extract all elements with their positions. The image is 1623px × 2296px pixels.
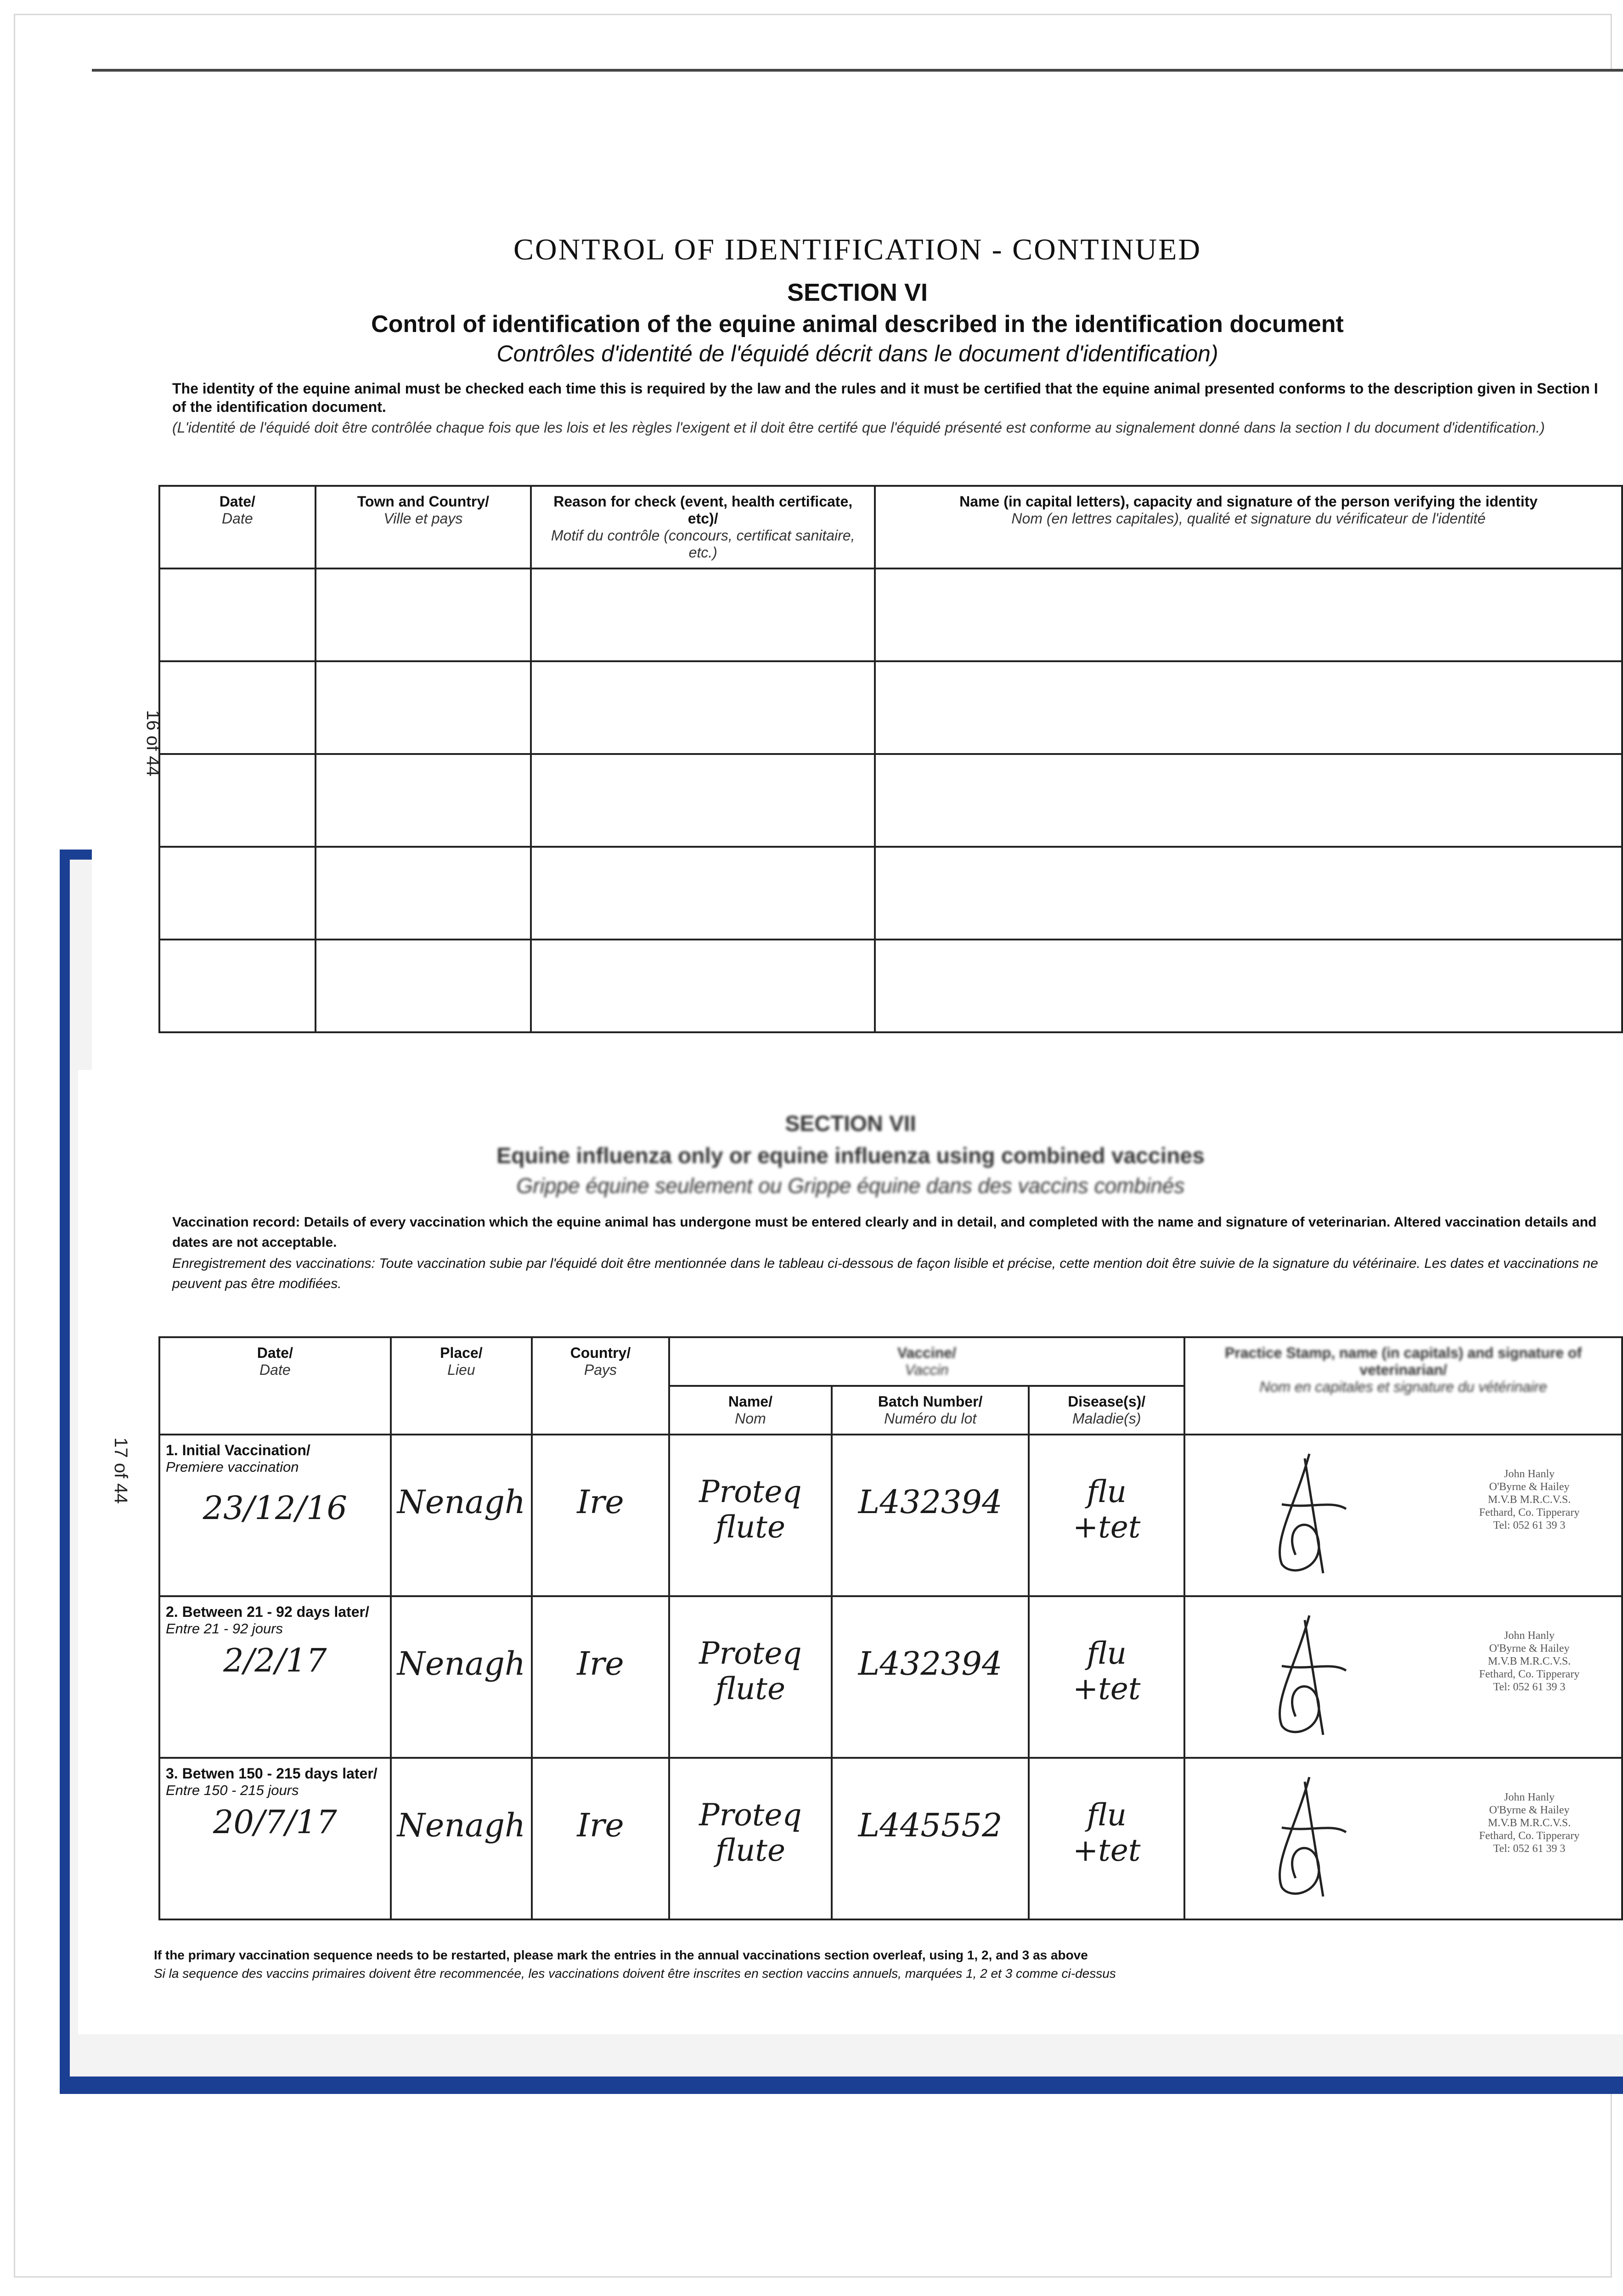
date-cell[interactable]: 3. Betwen 150 - 215 days later/ Entre 150 - 215 jours 20/7/17 xyxy=(159,1758,391,1919)
table-cell[interactable] xyxy=(875,661,1622,754)
table-cell[interactable] xyxy=(531,568,875,661)
intro-text-en: The identity of the equine animal must be checked each time this is required by the law and the rules and it must be certified that the equine animal presented conforms to the description given in Section I of the identification document. xyxy=(172,380,1598,415)
signature-drawing xyxy=(1254,1773,1374,1901)
table-cell[interactable] xyxy=(159,940,316,1032)
column-date: Date/ Date xyxy=(159,486,316,568)
page-16 xyxy=(92,69,1623,1109)
country-cell[interactable]: Ire xyxy=(532,1435,669,1596)
handwritten-date: 2/2/17 xyxy=(223,1642,327,1679)
column-disease: Disease(s)/ Maladie(s) xyxy=(1029,1386,1184,1435)
table-row xyxy=(159,1758,1622,1919)
table-cell[interactable] xyxy=(875,847,1622,940)
vaccine-name-cell[interactable]: Proteq flute xyxy=(669,1596,832,1758)
table-row xyxy=(159,754,1622,847)
table-cell[interactable] xyxy=(531,661,875,754)
table-cell[interactable] xyxy=(159,661,316,754)
table-cell[interactable] xyxy=(159,754,316,847)
section-heading: SECTION VI xyxy=(787,279,928,306)
table-row xyxy=(159,940,1622,1032)
column-vaccine-name: Name/ Nom xyxy=(669,1386,832,1435)
column-verifier: Name (in capital letters), capacity and signature of the person verifying the identity Nom (en lettres capitales), qualité et signature du vérificateur de l'identité xyxy=(875,486,1622,568)
date-cell[interactable]: 2. Between 21 - 92 days later/ Entre 21 - 92 jours 2/2/17 xyxy=(159,1596,391,1758)
disease-cell[interactable]: flu +tet xyxy=(1029,1596,1184,1758)
column-date: Date/ Date xyxy=(159,1337,391,1435)
column-batch-number: Batch Number/ Numéro du lot xyxy=(832,1386,1029,1435)
table-cell[interactable] xyxy=(875,754,1622,847)
table-cell[interactable] xyxy=(531,940,875,1032)
practice-stamp: John Hanly O'Byrne & Hailey M.V.B M.R.C.V.S. Fethard, Co. Tipperary Tel: 052 61 39 3 xyxy=(1479,1630,1580,1693)
table-row xyxy=(159,661,1622,754)
table-cell[interactable] xyxy=(875,568,1622,661)
intro-text-fr: (L'identité de l'équidé doit être contrôlée chaque fois que les lois et les règles l'exigent et il doit être certifé que l'équidé présenté est conforme au signalement donné dans la section I du document d'identification.) xyxy=(172,419,1545,436)
place-cell[interactable]: Nenagh xyxy=(391,1758,532,1919)
date-cell[interactable]: 1. Initial Vaccination/ Premiere vaccination 23/12/16 xyxy=(159,1435,391,1596)
table-cell[interactable] xyxy=(316,847,531,940)
page-title: CONTROL OF IDENTIFICATION - CONTINUED xyxy=(513,233,1202,266)
place-cell[interactable]: Nenagh xyxy=(391,1435,532,1596)
page-number-lower: 17 of 44 xyxy=(110,1437,131,1504)
vaccination-intro-fr: Enregistrement des vaccinations: Toute vaccination subie par l'équidé doit être mentionnée dans le tableau ci-dessous de façon lisible et précise, cette mention doit être suivie de la signature du vétérinaire. Les dates et vaccinations ne peuvent pas être modifiées. xyxy=(172,1256,1598,1291)
disease-cell[interactable]: flu +tet xyxy=(1029,1435,1184,1596)
batch-cell[interactable]: L445552 xyxy=(832,1758,1029,1919)
batch-cell[interactable]: L432394 xyxy=(832,1435,1029,1596)
footnote-en: If the primary vaccination sequence needs to be restarted, please mark the entries in the annual vaccinations section overleaf, using 1, 2, and 3 as above xyxy=(154,1948,1088,1962)
handwritten-date: 20/7/17 xyxy=(213,1803,337,1841)
table-cell[interactable] xyxy=(159,568,316,661)
country-cell[interactable]: Ire xyxy=(532,1758,669,1919)
table-cell[interactable] xyxy=(316,568,531,661)
stamp-cell xyxy=(1184,1758,1622,1919)
table-header-row xyxy=(159,1337,1622,1386)
vaccine-name-cell[interactable]: Proteq flute xyxy=(669,1435,832,1596)
table-header-row xyxy=(159,486,1622,568)
column-reason: Reason for check (event, health certificate, etc)/ Motif du contrôle (concours, certificat sanitaire, etc.) xyxy=(531,486,875,568)
signature-drawing xyxy=(1254,1449,1374,1578)
batch-cell[interactable]: L432394 xyxy=(832,1596,1029,1758)
table-row xyxy=(159,847,1622,940)
stamp-cell xyxy=(1184,1596,1622,1758)
vaccination-intro-en: Vaccination record: Details of every vaccination which the equine animal has undergone must be entered clearly and in detail, and completed with the name and signature of veterinarian. Altered vaccination details and dates are not acceptable. xyxy=(172,1215,1597,1250)
practice-stamp: John Hanly O'Byrne & Hailey M.V.B M.R.C.V.S. Fethard, Co. Tipperary Tel: 052 61 39 3 xyxy=(1479,1468,1580,1531)
country-cell[interactable]: Ire xyxy=(532,1596,669,1758)
handwritten-date: 23/12/16 xyxy=(203,1489,348,1527)
table-cell[interactable] xyxy=(316,754,531,847)
disease-cell[interactable]: flu +tet xyxy=(1029,1758,1184,1919)
footnote-fr: Si la sequence des vaccins primaires doivent être recommencée, les vaccinations doivent être inscrites en section vaccins annuels, marquées 1, 2 et 3 comme ci-dessus xyxy=(154,1966,1116,1981)
table-cell[interactable] xyxy=(531,847,875,940)
table-cell[interactable] xyxy=(875,940,1622,1032)
section-subtitle-en: Equine influenza only or equine influenza using combined vaccines xyxy=(496,1144,1205,1168)
vaccine-name-cell[interactable]: Proteq flute xyxy=(669,1758,832,1919)
section-subtitle-fr: Contrôles d'identité de l'équidé décrit dans le document d'identification) xyxy=(496,341,1218,366)
column-town-country: Town and Country/ Ville et pays xyxy=(316,486,531,568)
table-cell[interactable] xyxy=(159,847,316,940)
signature-drawing xyxy=(1254,1611,1374,1739)
column-vaccine: Vaccine/ Vaccin xyxy=(669,1337,1184,1386)
table-row xyxy=(159,1596,1622,1758)
place-cell[interactable]: Nenagh xyxy=(391,1596,532,1758)
section-heading: SECTION VII xyxy=(785,1112,916,1136)
column-place: Place/ Lieu xyxy=(391,1337,532,1435)
table-cell[interactable] xyxy=(316,940,531,1032)
column-country: Country/ Pays xyxy=(532,1337,669,1435)
table-cell[interactable] xyxy=(316,661,531,754)
table-cell[interactable] xyxy=(531,754,875,847)
practice-stamp: John Hanly O'Byrne & Hailey M.V.B M.R.C.V.S. Fethard, Co. Tipperary Tel: 052 61 39 3 xyxy=(1479,1791,1580,1855)
identification-check-table xyxy=(158,485,1623,1033)
section-subtitle-en: Control of identification of the equine animal described in the identification document xyxy=(371,311,1344,338)
table-row xyxy=(159,568,1622,661)
column-practice-stamp: Practice Stamp, name (in capitals) and signature of veterinarian/ Nom en capitales et signature du vétérinaire xyxy=(1184,1337,1622,1435)
table-row xyxy=(159,1435,1622,1596)
stamp-cell xyxy=(1184,1435,1622,1596)
page-number-upper: 16 of 44 xyxy=(142,710,163,777)
vaccination-table xyxy=(158,1336,1623,1920)
page-17 xyxy=(78,1070,1623,2034)
section-subtitle-fr: Grippe équine seulement ou Grippe équine dans des vaccins combinés xyxy=(516,1174,1185,1198)
